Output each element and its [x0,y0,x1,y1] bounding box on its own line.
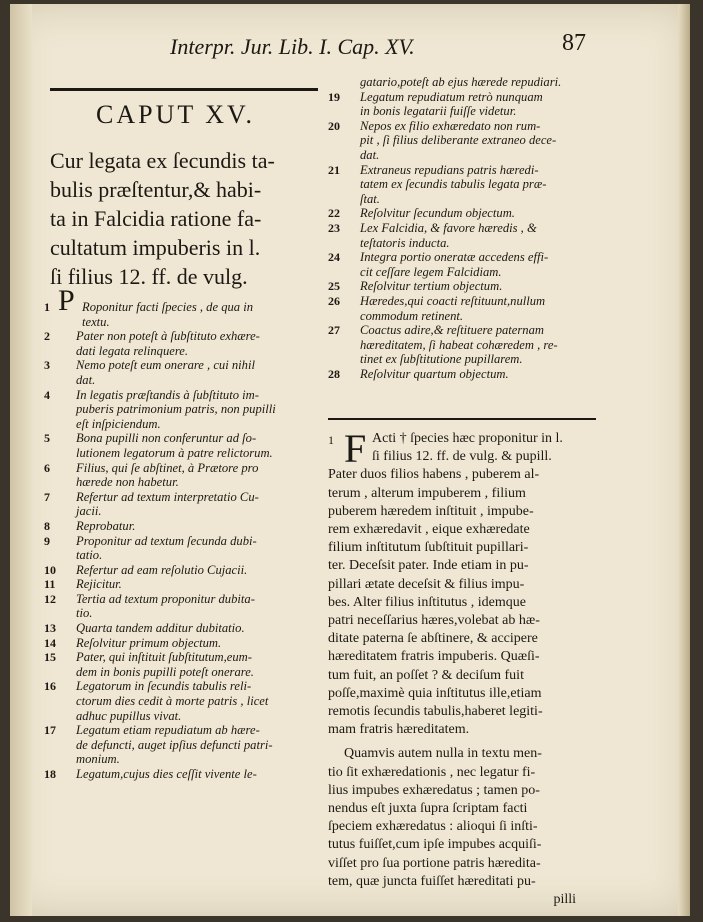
summary-entry [44,679,322,723]
running-head: Interpr. Jur. Lib. I. Cap. XV. [170,34,415,59]
summary-entry [44,329,322,358]
summary-entry-line: Quarta tandem additur dubitatio. [76,621,245,636]
summary-entry-line: Tertia ad textum proponitur dubita- [76,591,255,606]
summary-entry-line: ctorum dies cedit à morte patris , licet [76,694,269,709]
summary-entry-line: ſtat. [360,191,380,206]
summary-entry-line: Hæredes,qui coacti reſtituunt,nullum [360,293,546,308]
body-line: ditate paterna ſe abſtinere, & accipere [328,631,538,647]
body-text [328,426,600,909]
body-line: rem exhæredavit , eique exhæredate [328,522,530,538]
summary-list-right [328,75,598,381]
summary-entry-number: 19 [328,89,340,104]
body-line: tio ſit exhæredationis , nec legatur fi- [328,764,536,780]
heading-line: cultatum impuberis in l. [50,235,261,260]
summary-entry [328,119,598,163]
summary-entry [44,358,322,387]
body-line: hæreditatem fratris impuberis. Quæſi- [328,649,540,665]
summary-entry-number: 9 [44,533,50,548]
summary-entry [328,250,598,279]
body-line: tem, quæ juncta fuiſſet hæreditati pu- [328,873,536,889]
summary-entry [44,650,322,679]
summary-entry [328,90,598,119]
summary-entry-line: Legatum etiam repudiatum ab hære- [76,723,260,738]
catchword: pilli [553,892,576,908]
summary-entry-line: de defuncti, auget ipſius defuncti patri- [76,737,273,752]
summary-entry [44,767,322,782]
body-line: poſſe,maximè quia inſtitutus ille,etiam [328,685,542,701]
summary-entry-number: 20 [328,118,340,133]
body-line: ſpeciem exhæredatus : alioqui ſi inſti- [328,819,538,835]
summary-entry-number: 4 [44,387,50,402]
summary-entry [44,388,322,432]
summary-entry [328,221,598,250]
summary-entry-line: In legatis præſtandis à ſubſtituto im- [76,387,259,402]
summary-entry-line: Proponitur ad textum ſecunda dubi- [76,533,257,548]
summary-entry-number: 1 [44,300,50,314]
body-line: mam fratris hæreditatem. [328,722,470,738]
page-spine-shadow [10,4,32,916]
summary-entry-number: 3 [44,358,50,373]
summary-entry [44,490,322,519]
summary-entry [44,519,322,534]
summary-entry-line: Roponitur facti ſpecies , de qua in [82,300,254,314]
summary-entry [328,367,598,382]
summary-entry-number: 18 [44,767,56,781]
summary-entry-line: Bona pupilli non conferuntur ad ſo- [76,431,257,446]
summary-entry [44,534,322,563]
summary-entry-line: dat. [76,372,96,387]
summary-entry [44,563,322,578]
summary-entry-line: jacii. [76,504,102,519]
summary-entry [328,279,598,294]
summary-entry-number: 7 [44,489,50,504]
body-line: terum , alterum impuberem , filium [328,485,526,501]
summary-entry-line: tio. [76,606,93,621]
summary-entry-line: teſtatoris inducta. [360,235,450,250]
summary-entry-line: Legatum repudiatum retrò nunquam [360,89,543,104]
summary-entry-line: Pater, qui inſtituit ſubſtitutum,eum- [76,650,252,665]
summary-entry [328,323,598,367]
summary-entry-line: Lex Falcidia, & favore hæredis , & [360,220,537,235]
summary-entry [328,163,598,207]
summary-entry-number: 22 [328,206,340,221]
summary-entry-line: tatem ex ſecundis tabulis legata præ- [360,177,547,192]
summary-entry-line: Reſolvitur ſecundum objectum. [360,206,515,221]
drop-cap-letter: F [344,426,367,471]
body-line: lius impubes exhæredatus ; tamen po- [328,782,540,798]
body-line: remotis ſecundis tabulis,haberet legiti- [328,704,543,720]
summary-entry-number: 26 [328,293,340,308]
summary-entry-number: 12 [44,591,56,606]
summary-entry [328,75,598,90]
body-line: ter. Deceſsit pater. Inde etiam in pu- [328,558,529,574]
summary-entry-number: 2 [44,329,50,344]
summary-entry-number: 8 [44,518,50,533]
summary-entry [44,284,322,329]
summary-entry-line: Nemo poteſt eum onerare , cui nihil [76,358,255,373]
summary-entry-line: tinet ex ſubſtitutione pupillarem. [360,352,523,367]
summary-entry-line: Reſolvitur tertium objectum. [360,279,503,294]
summary-entry-number: 5 [44,431,50,446]
section-rule [328,418,596,420]
summary-entry-line: in bonis legatarii fuiſſe videtur. [360,104,517,119]
summary-entry [44,592,322,621]
body-line: patri neceſſarius hæres,volebat ab hæ- [328,613,540,629]
summary-entry-number: 13 [44,621,56,636]
summary-entry-number: 25 [328,279,340,294]
drop-cap-letter: P [58,284,75,317]
summary-entry-line: Integra portio oneratæ accedens effi- [360,250,549,265]
summary-entry-line: adhuc pupillus vivat. [76,708,182,723]
body-line: Pater duos filios habens , puberem al- [328,467,540,483]
body-line: pillari ætate deceſsit & filius impu- [328,576,525,592]
summary-entry-number: 23 [328,220,340,235]
summary-entry [44,577,322,592]
summary-entry-line: Reſolvitur primum objectum. [76,635,222,650]
heading-line: Cur legata ex ſecundis ta- [50,148,275,173]
summary-entry-line: monium. [76,752,120,767]
summary-entry-number: 28 [328,366,340,381]
summary-entry-line: dem in bonis pupilli poteſt onerare. [76,664,254,679]
summary-entry-line: lutionem legatorum à patre relictorum. [76,445,273,460]
body-line: puberem hæredem inſtituit , impube- [328,503,534,519]
summary-entry-line: commodum retinent. [360,308,464,323]
summary-entry-line: eſt inſpiciendum. [76,416,161,431]
summary-entry [44,431,322,460]
summary-entry [44,636,322,651]
summary-entry-line: hæreditatem, ſi habeat cohæredem , re- [360,337,558,352]
summary-entry-line: gatario,poteſt ab ejus hærede repudiari. [360,75,562,89]
summary-entry-line: dat. [360,147,380,162]
body-line: bes. Alter filius inſtitutus , idemque [328,594,526,610]
summary-entry-line: textu. [82,314,110,329]
chapter-title: CAPUT XV. [96,100,255,129]
body-line: nendus eſt juxta ſupra ſcriptam facti [328,801,528,817]
body-line: tum fuit, an poſſet ? & deciſum fuit [328,667,524,683]
summary-entry-line: cit ceſſare legem Falcidiam. [360,264,502,279]
summary-entry-line: dati legata relinquere. [76,343,189,358]
body-line: tutus fuiſſet,cum ipſe impubes acquiſi- [328,837,542,853]
body-line: ſi filius 12. ff. de vulg. & pupill. [372,449,552,465]
summary-entry-line: Nepos ex filio exhæredato non rum- [360,118,541,133]
summary-entry-line: hærede non habetur. [76,475,179,490]
page-edge [678,4,690,916]
summary-entry-number: 17 [44,723,56,738]
summary-entry-line: Refertur ad textum interpretatio Cu- [76,489,259,504]
heading-line: ſi filius 12. ff. de vulg. [50,264,248,289]
page-number: 87 [562,30,586,56]
summary-entry [44,723,322,767]
summary-entry-line: pit , ſi filius deliberante extraneo dece- [360,133,557,148]
summary-entry-line: Legatum,cujus dies ceſſit vivente le- [76,767,257,781]
summary-entry-number: 15 [44,650,56,665]
summary-entry-number: 10 [44,562,56,577]
body-line: Acti † ſpecies hæc proponitur in l. [372,431,563,446]
summary-entry-line: Refertur ad eam reſolutio Cujacii. [76,562,248,577]
summary-entry-number: 24 [328,250,340,265]
summary-entry-line: Reprobatur. [76,518,136,533]
summary-entry-line: tatio. [76,548,103,563]
paragraph-number: 1 [328,433,334,447]
summary-entry [328,294,598,323]
summary-entry-number: 6 [44,460,50,475]
heading-line: ta in Falcidia ratione fa- [50,206,262,231]
summary-entry-line: Pater non poteſt à ſubſtituto exhære- [76,329,260,344]
summary-entry [44,461,322,490]
summary-entry-line: Coactus adire,& reſtituere paternam [360,323,544,338]
summary-entry-number: 14 [44,635,56,650]
summary-entry-line: Extraneus repudians patris hæredi- [360,162,539,177]
summary-entry [44,621,322,636]
body-line: viſſet pro ſua portione patris hæredita- [328,855,541,871]
body-line: Quamvis autem nulla in textu men- [344,746,542,762]
chapter-heading [50,146,322,291]
summary-entry [328,206,598,221]
chapter-rule [50,88,318,91]
summary-entry-line: Legatorum in ſecundis tabulis reli- [76,679,252,694]
summary-entry-line: Rejicitur. [76,577,122,592]
summary-entry-line: Filius, qui ſe abſtinet, à Prætore pro [76,460,259,475]
body-line: filium inſtitutum ſubſtituit pupillari- [328,540,529,556]
summary-entry-number: 11 [44,577,56,592]
summary-list-left [44,284,322,782]
heading-line: bulis præſtentur,& habi- [50,177,262,202]
summary-entry-line: Reſolvitur quartum objectum. [360,366,509,381]
summary-entry-line: puberis patrimonium patris, non pupilli [76,402,276,417]
summary-entry-number: 21 [328,162,340,177]
summary-entry-number: 16 [44,679,56,694]
summary-entry-number: 27 [328,323,340,338]
